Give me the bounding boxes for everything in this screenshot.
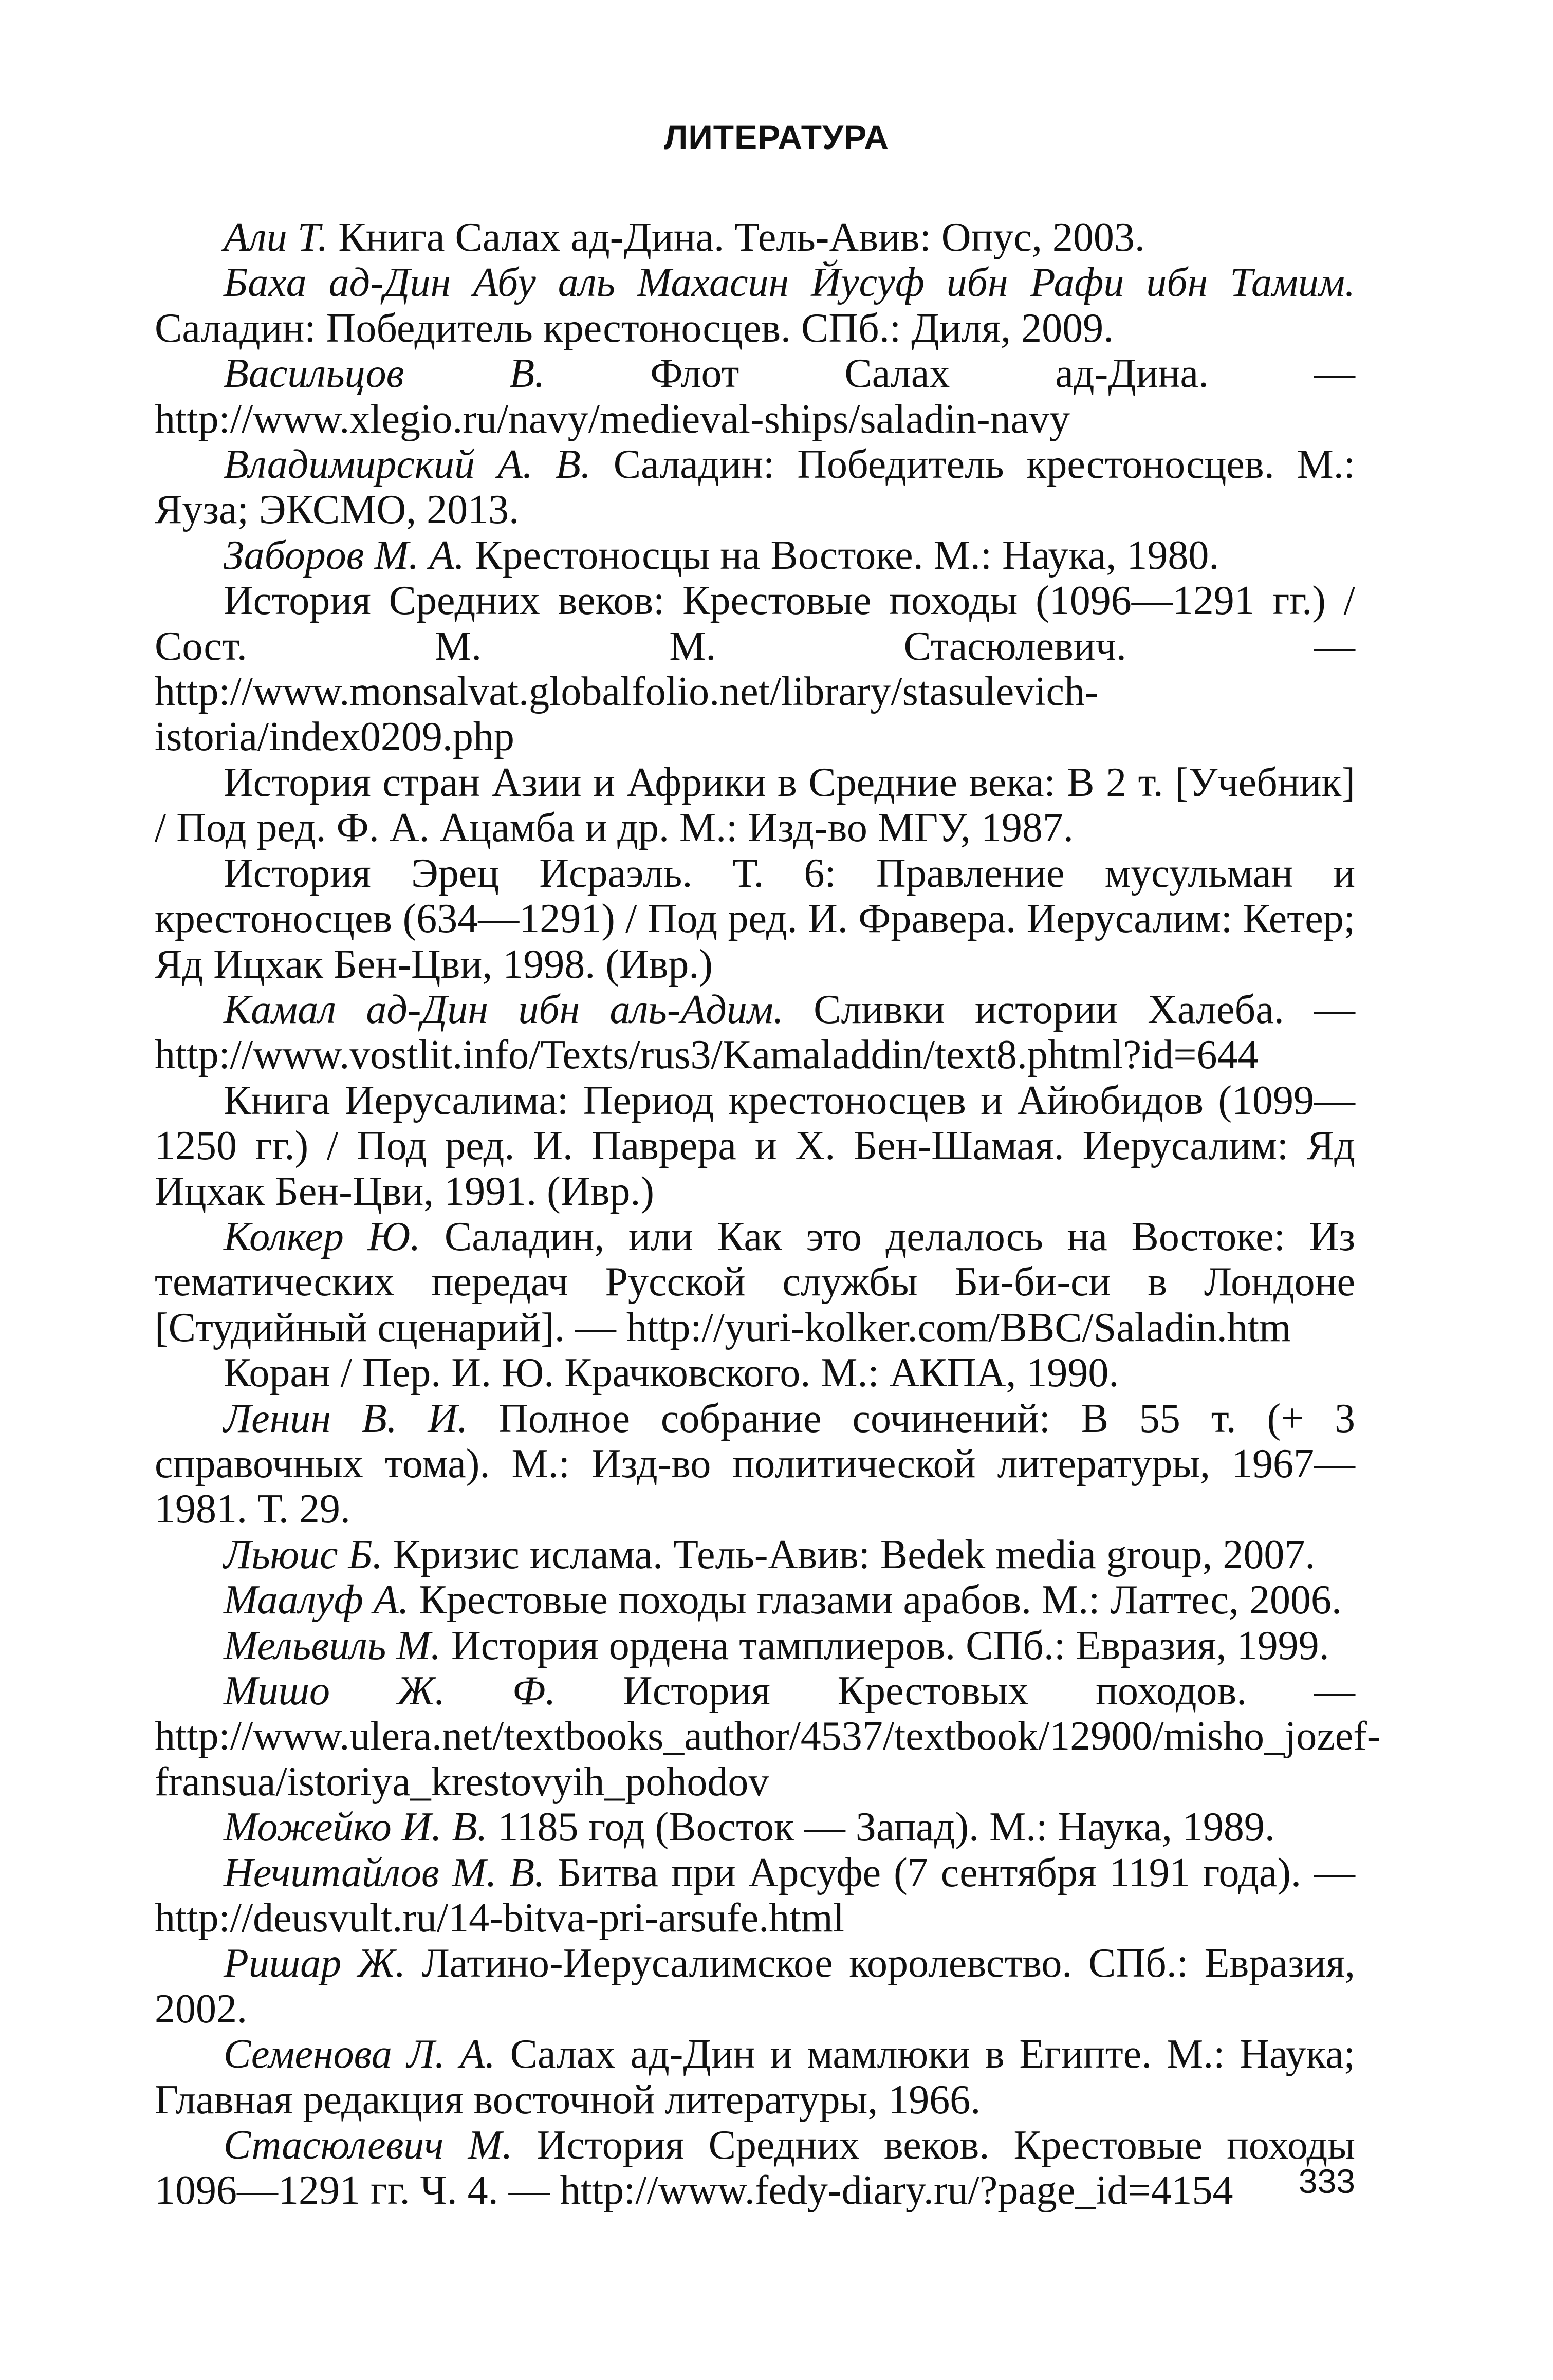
entry-author: Ленин В. И.	[224, 1396, 468, 1441]
entry-text: Коран / Пер. И. Ю. Крачковского. М.: АКПА, 1990.	[224, 1350, 1119, 1396]
entry-author: Мельвиль М.	[224, 1623, 441, 1668]
entry-text: Крестовые походы глазами арабов. М.: Латтес, 2006.	[409, 1577, 1342, 1623]
entry-text: Латино-Иерусалимское королевство. СПб.: Евразия, 2002.	[155, 1941, 1355, 2032]
bibliography-entry	[155, 2032, 1355, 2123]
entry-author: Мишо Ж. Ф.	[224, 1668, 556, 1714]
bibliography-entry	[155, 260, 1355, 351]
bibliography-entry	[155, 1532, 1355, 1577]
entry-text: 1185 год (Восток — Запад). М.: Наука, 1989.	[487, 1805, 1275, 1850]
entry-author: Владимирский А. В.	[224, 442, 591, 488]
bibliography-entry	[155, 351, 1355, 442]
bibliography-entry	[155, 215, 1355, 260]
entry-author: Нечитайлов М. В.	[224, 1850, 545, 1895]
entry-author: Можейко И. В.	[224, 1805, 488, 1850]
page-heading: ЛИТЕРАТУРА	[664, 118, 889, 156]
entry-text: Салах ад-Дин и мамлюки в Египте. М.: Наука; Главная редакция восточной литературы, 1966.	[155, 2032, 1355, 2123]
entry-author: Маалуф А.	[224, 1577, 409, 1623]
entry-text: Саладин, или Как это делалось на Востоке: Из тематических передач Русской службы Би-би-си в Лондоне [Студийный сценарий]. — http://yuri-kolker.com/BBC/Saladin.htm	[155, 1214, 1356, 1350]
bibliography-entry	[155, 2123, 1355, 2214]
entry-author: Ришар Ж.	[224, 1941, 406, 1986]
entry-author: Льюис Б.	[224, 1532, 383, 1577]
bibliography-list	[155, 215, 1381, 2214]
entry-author: Баха ад-Дин Абу аль Махасин Йусуф ибн Рафи ибн Тамим.	[224, 260, 1355, 306]
bibliography-entry	[155, 442, 1355, 533]
entry-text: Кризис ислама. Тель-Авив: Bedek media group, 2007.	[382, 1532, 1316, 1577]
entry-author: Али Т.	[224, 215, 328, 260]
page-number: 333	[1298, 2162, 1355, 2200]
bibliography-entry	[155, 987, 1355, 1078]
entry-text: История стран Азии и Африки в Средние века: В 2 т. [Учебник] / Под ред. Ф. А. Ацамба и др. М.: Изд-во МГУ, 1987.	[155, 759, 1355, 851]
bibliography-entry	[155, 1078, 1355, 1214]
entry-text: Полное собрание сочинений: В 55 т. (+ 3 справочных тома). М.: Изд-во политической литературы, 1967—1981. Т. 29.	[155, 1396, 1355, 1532]
entry-text: Саладин: Победитель крестоносцев. СПб.: Диля, 2009.	[155, 305, 1114, 351]
entry-text: Книга Салах ад-Дина. Тель-Авив: Опус, 2003.	[328, 215, 1145, 260]
entry-author: Васильцов В.	[224, 351, 545, 397]
entry-text: Саладин: Победитель крестоносцев. М.: Яуза; ЭКСМО, 2013.	[155, 442, 1355, 533]
entry-text: Флот Салах ад-Дина. — http://www.xlegio.ru/navy/medieval-ships/saladin-navy	[155, 351, 1355, 442]
bibliography-entry	[155, 1941, 1355, 2032]
entry-text: Крестоносцы на Востоке. М.: Наука, 1980.	[465, 532, 1219, 578]
entry-text: История Средних веков: Крестовые походы (1096—1291 гг.) / Сост. М. М. Стасюлевич. — http://www.monsalvat.globalfolio.net/library/stasulevich-istoria/index0209.php	[155, 578, 1355, 760]
entry-text: Книга Иерусалима: Период крестоносцев и Айюбидов (1099—1250 гг.) / Под ред. И. Паврера и Х. Бен-Шамая. Иерусалим: Яд Ицхак Бен-Цви, 1991. (Ивр.)	[155, 1077, 1355, 1214]
entry-author: Колкер Ю.	[224, 1214, 421, 1259]
entry-author: Семенова Л. А.	[224, 2032, 495, 2077]
bibliography-entry	[155, 851, 1355, 987]
bibliography-entry	[155, 760, 1355, 851]
bibliography-entry	[155, 533, 1355, 578]
entry-text: История ордена тамплиеров. СПб.: Евразия, 1999.	[440, 1623, 1329, 1668]
entry-text: Сливки истории Халеба. — http://www.vostlit.info/Texts/rus3/Kamaladdin/text8.phtml?id=644	[155, 987, 1355, 1078]
entry-text: История Крестовых походов. — http://www.ulera.net/textbooks_author/4537/textbook/12900/misho_jozef-fransua/istoriya_krestovyih_pohodov	[155, 1668, 1381, 1805]
entry-text: История Средних веков. Крестовые походы 1096—1291 гг. Ч. 4. — http://www.fedy-diary.ru/?page_id=4154	[155, 2123, 1355, 2214]
entry-author: Заборов М. А.	[224, 532, 465, 578]
bibliography-entry	[155, 1850, 1355, 1941]
bibliography-entry	[155, 1350, 1355, 1396]
bibliography-entry	[155, 1623, 1355, 1668]
bibliography-entry	[155, 1805, 1355, 1850]
bibliography-entry	[155, 1577, 1355, 1623]
bibliography-entry	[155, 578, 1355, 760]
bibliography-entry	[155, 1396, 1355, 1532]
bibliography-entry	[155, 1214, 1355, 1350]
entry-text: Битва при Арсуфе (7 сентября 1191 года). — http://deusvult.ru/14-bitva-pri-arsufe.html	[155, 1850, 1356, 1941]
bibliography-entry	[155, 1668, 1381, 1805]
entry-text: История Эрец Исраэль. Т. 6: Правление мусульман и крестоносцев (634—1291) / Под ред. И. Фравера. Иерусалим: Кетер; Яд Ицхак Бен-Цви, 1998. (Ивр.)	[155, 850, 1355, 987]
entry-author: Камал ад-Дин ибн аль-Адим.	[224, 987, 784, 1032]
entry-author: Стасюлевич М.	[224, 2123, 513, 2168]
